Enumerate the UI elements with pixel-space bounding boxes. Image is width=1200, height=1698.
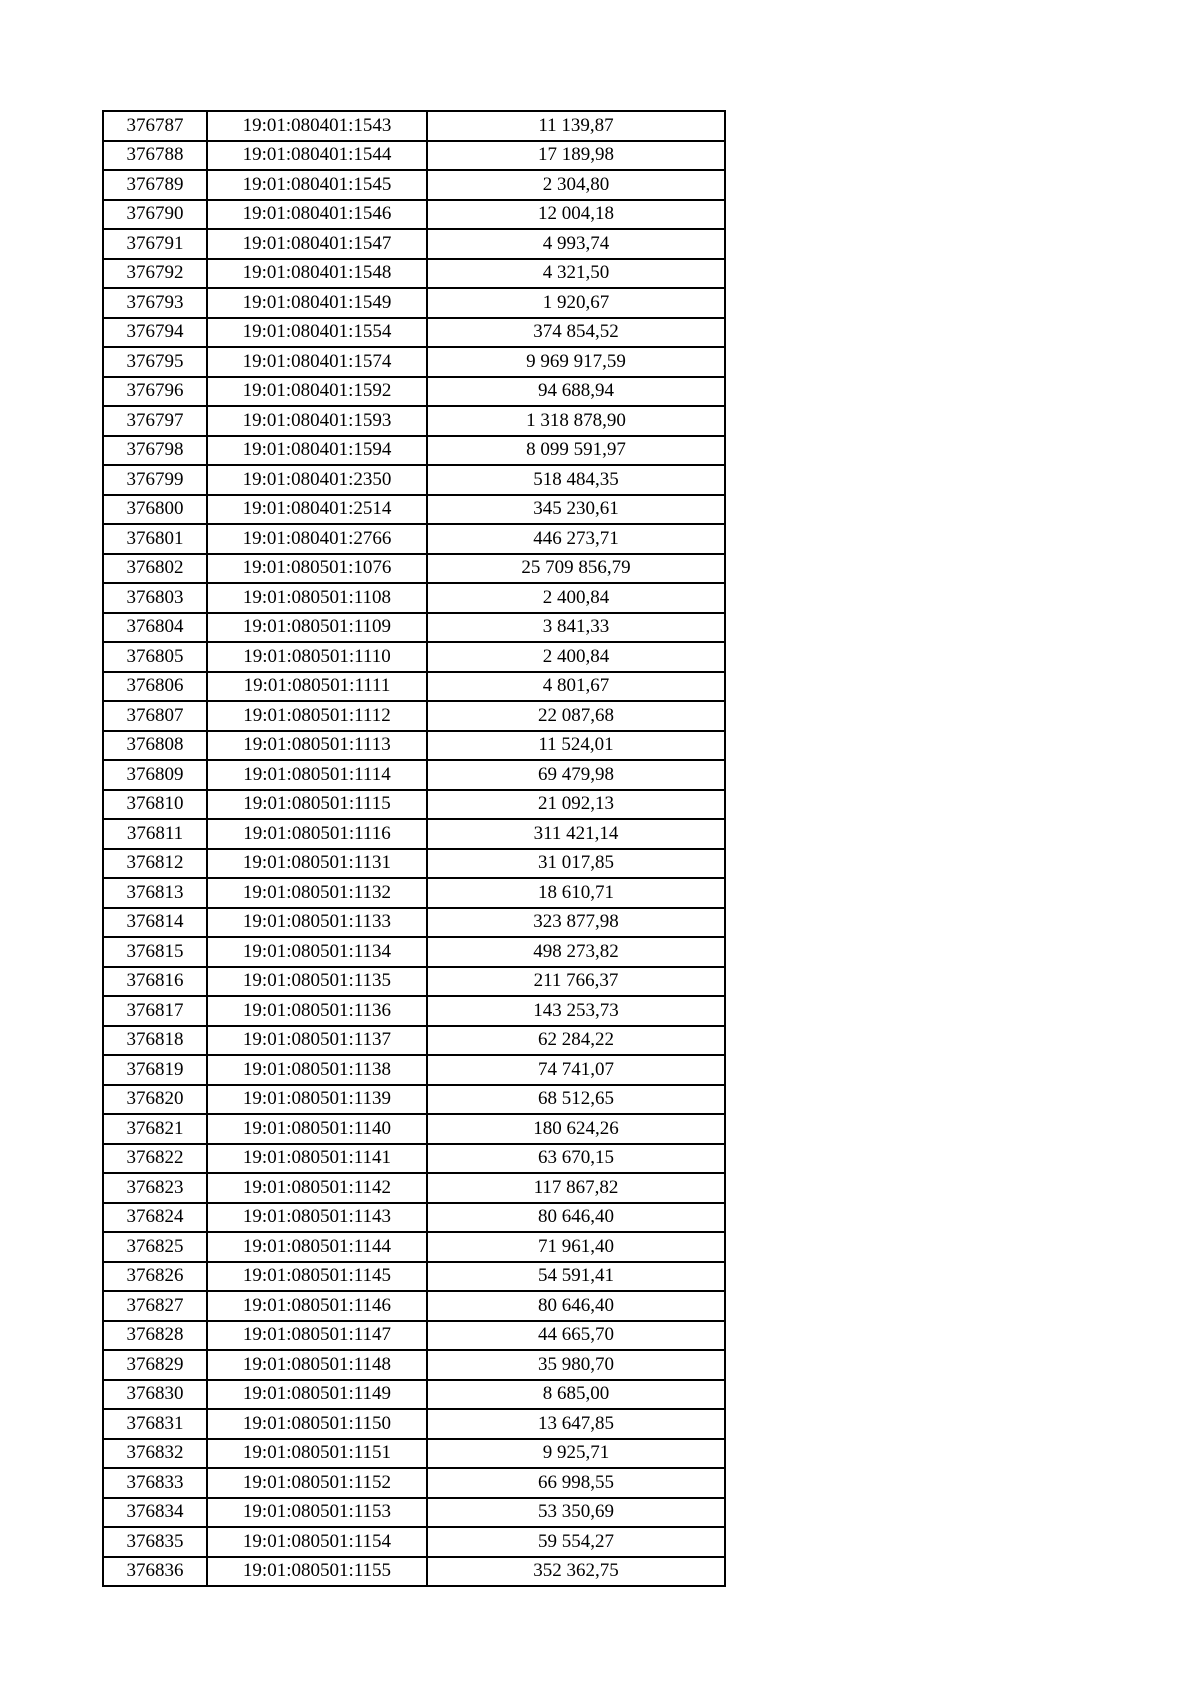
row-number-cell: 376814 xyxy=(103,908,207,938)
row-number-cell: 376835 xyxy=(103,1527,207,1557)
cadastral-number-cell: 19:01:080501:1109 xyxy=(207,613,427,643)
table-row xyxy=(103,347,725,377)
cadastral-value-cell: 80 646,40 xyxy=(427,1291,725,1321)
cadastral-number-cell: 19:01:080501:1145 xyxy=(207,1262,427,1292)
table-row xyxy=(103,524,725,554)
cadastral-value-cell: 4 993,74 xyxy=(427,229,725,259)
cadastral-number-cell: 19:01:080501:1140 xyxy=(207,1114,427,1144)
cadastral-number-cell: 19:01:080401:1546 xyxy=(207,200,427,230)
row-number-cell: 376805 xyxy=(103,642,207,672)
row-number-cell: 376800 xyxy=(103,495,207,525)
cadastral-number-cell: 19:01:080401:1594 xyxy=(207,436,427,466)
row-number-cell: 376799 xyxy=(103,465,207,495)
row-number-cell: 376824 xyxy=(103,1203,207,1233)
table-row xyxy=(103,1468,725,1498)
table-row xyxy=(103,436,725,466)
cadastral-number-cell: 19:01:080501:1142 xyxy=(207,1173,427,1203)
cadastral-value-cell: 3 841,33 xyxy=(427,613,725,643)
cadastral-number-cell: 19:01:080501:1134 xyxy=(207,937,427,967)
cadastral-number-cell: 19:01:080501:1148 xyxy=(207,1350,427,1380)
cadastral-number-cell: 19:01:080501:1114 xyxy=(207,760,427,790)
cadastral-value-cell: 21 092,13 xyxy=(427,790,725,820)
table-row xyxy=(103,819,725,849)
table-row xyxy=(103,229,725,259)
row-number-cell: 376797 xyxy=(103,406,207,436)
row-number-cell: 376803 xyxy=(103,583,207,613)
cadastral-value-cell: 35 980,70 xyxy=(427,1350,725,1380)
table-row xyxy=(103,849,725,879)
table-row xyxy=(103,377,725,407)
cadastral-number-cell: 19:01:080401:1548 xyxy=(207,259,427,289)
table-row xyxy=(103,200,725,230)
table-row xyxy=(103,1173,725,1203)
cadastral-number-cell: 19:01:080401:1544 xyxy=(207,141,427,171)
table-row xyxy=(103,613,725,643)
cadastral-value-cell: 11 139,87 xyxy=(427,111,725,141)
row-number-cell: 376807 xyxy=(103,701,207,731)
cadastral-value-cell: 12 004,18 xyxy=(427,200,725,230)
table-row xyxy=(103,1203,725,1233)
row-number-cell: 376831 xyxy=(103,1409,207,1439)
cadastral-value-cell: 68 512,65 xyxy=(427,1085,725,1115)
row-number-cell: 376832 xyxy=(103,1439,207,1469)
row-number-cell: 376817 xyxy=(103,996,207,1026)
table-row xyxy=(103,288,725,318)
table-row xyxy=(103,790,725,820)
cadastral-number-cell: 19:01:080501:1135 xyxy=(207,967,427,997)
row-number-cell: 376819 xyxy=(103,1055,207,1085)
row-number-cell: 376789 xyxy=(103,170,207,200)
row-number-cell: 376801 xyxy=(103,524,207,554)
cadastral-value-cell: 8 099 591,97 xyxy=(427,436,725,466)
cadastral-number-cell: 19:01:080401:1554 xyxy=(207,318,427,348)
cadastral-value-cell: 13 647,85 xyxy=(427,1409,725,1439)
cadastral-value-cell: 446 273,71 xyxy=(427,524,725,554)
row-number-cell: 376833 xyxy=(103,1468,207,1498)
table-row xyxy=(103,1026,725,1056)
cadastral-number-cell: 19:01:080501:1147 xyxy=(207,1321,427,1351)
cadastral-value-cell: 4 801,67 xyxy=(427,672,725,702)
cadastral-number-cell: 19:01:080501:1112 xyxy=(207,701,427,731)
cadastral-value-cell: 22 087,68 xyxy=(427,701,725,731)
cadastral-number-cell: 19:01:080501:1132 xyxy=(207,878,427,908)
cadastral-number-cell: 19:01:080501:1144 xyxy=(207,1232,427,1262)
table-row xyxy=(103,170,725,200)
table-row xyxy=(103,760,725,790)
cadastral-value-cell: 518 484,35 xyxy=(427,465,725,495)
cadastral-number-cell: 19:01:080401:1574 xyxy=(207,347,427,377)
cadastral-number-cell: 19:01:080501:1116 xyxy=(207,819,427,849)
row-number-cell: 376813 xyxy=(103,878,207,908)
table-row xyxy=(103,495,725,525)
table-row xyxy=(103,554,725,584)
cadastral-number-cell: 19:01:080501:1146 xyxy=(207,1291,427,1321)
table-row xyxy=(103,937,725,967)
table-row xyxy=(103,1409,725,1439)
row-number-cell: 376790 xyxy=(103,200,207,230)
cadastral-number-cell: 19:01:080501:1110 xyxy=(207,642,427,672)
table-row xyxy=(103,583,725,613)
cadastral-value-cell: 62 284,22 xyxy=(427,1026,725,1056)
table-row xyxy=(103,1144,725,1174)
cadastral-value-cell: 1 920,67 xyxy=(427,288,725,318)
cadastral-number-cell: 19:01:080401:2514 xyxy=(207,495,427,525)
row-number-cell: 376796 xyxy=(103,377,207,407)
cadastral-value-cell: 66 998,55 xyxy=(427,1468,725,1498)
cadastral-number-cell: 19:01:080501:1149 xyxy=(207,1380,427,1410)
row-number-cell: 376816 xyxy=(103,967,207,997)
cadastral-value-cell: 59 554,27 xyxy=(427,1527,725,1557)
row-number-cell: 376829 xyxy=(103,1350,207,1380)
table-row xyxy=(103,1114,725,1144)
cadastral-number-cell: 19:01:080401:2766 xyxy=(207,524,427,554)
cadastral-number-cell: 19:01:080401:1592 xyxy=(207,377,427,407)
table-row xyxy=(103,701,725,731)
table-row xyxy=(103,1439,725,1469)
table-row xyxy=(103,1262,725,1292)
row-number-cell: 376836 xyxy=(103,1557,207,1587)
cadastral-number-cell: 19:01:080501:1113 xyxy=(207,731,427,761)
table-row xyxy=(103,1085,725,1115)
row-number-cell: 376823 xyxy=(103,1173,207,1203)
table-row xyxy=(103,259,725,289)
cadastral-value-cell: 31 017,85 xyxy=(427,849,725,879)
cadastral-number-cell: 19:01:080501:1111 xyxy=(207,672,427,702)
row-number-cell: 376794 xyxy=(103,318,207,348)
cadastral-value-cell: 180 624,26 xyxy=(427,1114,725,1144)
table-row xyxy=(103,111,725,141)
cadastral-number-cell: 19:01:080401:2350 xyxy=(207,465,427,495)
cadastral-value-cell: 345 230,61 xyxy=(427,495,725,525)
cadastral-number-cell: 19:01:080501:1143 xyxy=(207,1203,427,1233)
cadastral-number-cell: 19:01:080401:1545 xyxy=(207,170,427,200)
cadastral-number-cell: 19:01:080401:1547 xyxy=(207,229,427,259)
cadastral-value-table xyxy=(102,110,726,1587)
cadastral-number-cell: 19:01:080401:1549 xyxy=(207,288,427,318)
row-number-cell: 376787 xyxy=(103,111,207,141)
row-number-cell: 376826 xyxy=(103,1262,207,1292)
table-row xyxy=(103,1232,725,1262)
cadastral-number-cell: 19:01:080501:1152 xyxy=(207,1468,427,1498)
row-number-cell: 376825 xyxy=(103,1232,207,1262)
table-row xyxy=(103,878,725,908)
table-body xyxy=(103,111,725,1586)
table-row xyxy=(103,318,725,348)
cadastral-value-cell: 54 591,41 xyxy=(427,1262,725,1292)
cadastral-value-cell: 352 362,75 xyxy=(427,1557,725,1587)
cadastral-value-cell: 74 741,07 xyxy=(427,1055,725,1085)
cadastral-value-cell: 17 189,98 xyxy=(427,141,725,171)
cadastral-value-cell: 80 646,40 xyxy=(427,1203,725,1233)
row-number-cell: 376830 xyxy=(103,1380,207,1410)
table-row xyxy=(103,908,725,938)
cadastral-number-cell: 19:01:080501:1136 xyxy=(207,996,427,1026)
row-number-cell: 376828 xyxy=(103,1321,207,1351)
cadastral-number-cell: 19:01:080501:1131 xyxy=(207,849,427,879)
cadastral-value-cell: 69 479,98 xyxy=(427,760,725,790)
cadastral-value-cell: 94 688,94 xyxy=(427,377,725,407)
row-number-cell: 376820 xyxy=(103,1085,207,1115)
row-number-cell: 376827 xyxy=(103,1291,207,1321)
cadastral-number-cell: 19:01:080501:1139 xyxy=(207,1085,427,1115)
row-number-cell: 376806 xyxy=(103,672,207,702)
row-number-cell: 376818 xyxy=(103,1026,207,1056)
table-row xyxy=(103,1321,725,1351)
row-number-cell: 376804 xyxy=(103,613,207,643)
cadastral-number-cell: 19:01:080501:1150 xyxy=(207,1409,427,1439)
table-row xyxy=(103,1498,725,1528)
cadastral-value-cell: 9 969 917,59 xyxy=(427,347,725,377)
cadastral-value-cell: 11 524,01 xyxy=(427,731,725,761)
cadastral-number-cell: 19:01:080501:1138 xyxy=(207,1055,427,1085)
cadastral-number-cell: 19:01:080501:1115 xyxy=(207,790,427,820)
cadastral-value-cell: 1 318 878,90 xyxy=(427,406,725,436)
table-row xyxy=(103,731,725,761)
cadastral-number-cell: 19:01:080501:1133 xyxy=(207,908,427,938)
row-number-cell: 376811 xyxy=(103,819,207,849)
cadastral-value-cell: 53 350,69 xyxy=(427,1498,725,1528)
cadastral-value-cell: 8 685,00 xyxy=(427,1380,725,1410)
cadastral-value-cell: 9 925,71 xyxy=(427,1439,725,1469)
row-number-cell: 376788 xyxy=(103,141,207,171)
row-number-cell: 376802 xyxy=(103,554,207,584)
table-row xyxy=(103,642,725,672)
cadastral-number-cell: 19:01:080501:1108 xyxy=(207,583,427,613)
row-number-cell: 376808 xyxy=(103,731,207,761)
cadastral-value-cell: 2 400,84 xyxy=(427,642,725,672)
table-row xyxy=(103,406,725,436)
cadastral-value-cell: 211 766,37 xyxy=(427,967,725,997)
table-row xyxy=(103,1557,725,1587)
row-number-cell: 376791 xyxy=(103,229,207,259)
row-number-cell: 376795 xyxy=(103,347,207,377)
row-number-cell: 376810 xyxy=(103,790,207,820)
cadastral-number-cell: 19:01:080501:1137 xyxy=(207,1026,427,1056)
cadastral-number-cell: 19:01:080501:1155 xyxy=(207,1557,427,1587)
cadastral-value-cell: 323 877,98 xyxy=(427,908,725,938)
cadastral-value-cell: 311 421,14 xyxy=(427,819,725,849)
cadastral-value-cell: 71 961,40 xyxy=(427,1232,725,1262)
cadastral-number-cell: 19:01:080501:1153 xyxy=(207,1498,427,1528)
table-row xyxy=(103,141,725,171)
row-number-cell: 376812 xyxy=(103,849,207,879)
cadastral-value-cell: 4 321,50 xyxy=(427,259,725,289)
cadastral-value-cell: 498 273,82 xyxy=(427,937,725,967)
row-number-cell: 376822 xyxy=(103,1144,207,1174)
row-number-cell: 376834 xyxy=(103,1498,207,1528)
row-number-cell: 376798 xyxy=(103,436,207,466)
cadastral-value-cell: 374 854,52 xyxy=(427,318,725,348)
table-row xyxy=(103,672,725,702)
table-row xyxy=(103,1055,725,1085)
cadastral-value-cell: 117 867,82 xyxy=(427,1173,725,1203)
table-row xyxy=(103,465,725,495)
table-row xyxy=(103,996,725,1026)
table-row xyxy=(103,967,725,997)
row-number-cell: 376793 xyxy=(103,288,207,318)
cadastral-number-cell: 19:01:080501:1076 xyxy=(207,554,427,584)
cadastral-number-cell: 19:01:080501:1154 xyxy=(207,1527,427,1557)
cadastral-value-cell: 25 709 856,79 xyxy=(427,554,725,584)
table-row xyxy=(103,1291,725,1321)
row-number-cell: 376792 xyxy=(103,259,207,289)
cadastral-value-cell: 143 253,73 xyxy=(427,996,725,1026)
cadastral-number-cell: 19:01:080501:1141 xyxy=(207,1144,427,1174)
cadastral-value-cell: 18 610,71 xyxy=(427,878,725,908)
row-number-cell: 376821 xyxy=(103,1114,207,1144)
table-row xyxy=(103,1527,725,1557)
row-number-cell: 376809 xyxy=(103,760,207,790)
row-number-cell: 376815 xyxy=(103,937,207,967)
cadastral-value-cell: 44 665,70 xyxy=(427,1321,725,1351)
cadastral-number-cell: 19:01:080401:1593 xyxy=(207,406,427,436)
cadastral-number-cell: 19:01:080401:1543 xyxy=(207,111,427,141)
cadastral-number-cell: 19:01:080501:1151 xyxy=(207,1439,427,1469)
cadastral-value-cell: 2 304,80 xyxy=(427,170,725,200)
cadastral-value-cell: 2 400,84 xyxy=(427,583,725,613)
table-row xyxy=(103,1350,725,1380)
table-row xyxy=(103,1380,725,1410)
cadastral-value-cell: 63 670,15 xyxy=(427,1144,725,1174)
